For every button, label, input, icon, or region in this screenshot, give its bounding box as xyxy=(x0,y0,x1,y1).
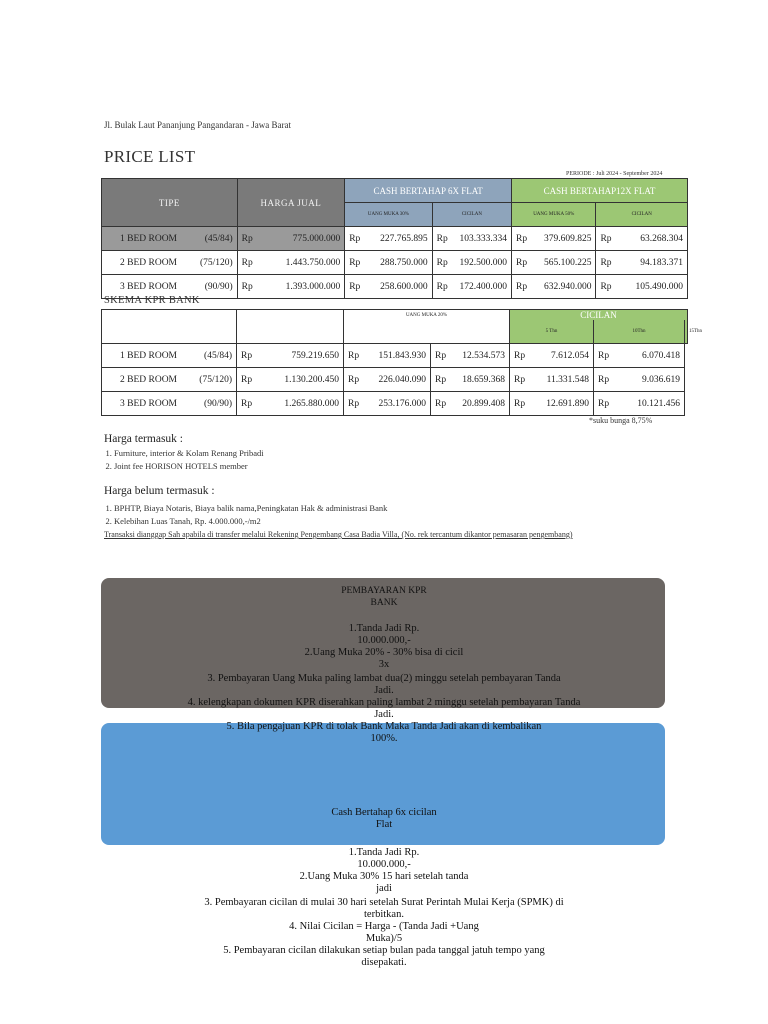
size-cell: (75/120) xyxy=(199,257,233,268)
rp-label: Rp xyxy=(600,281,612,292)
rp-label: Rp xyxy=(241,233,253,244)
page-title: PRICE LIST xyxy=(104,147,196,166)
header-tipe: TIPE xyxy=(102,179,238,227)
cicilan10-cell: 12.691.890 xyxy=(546,398,589,409)
harga-belum-heading: Harga belum termasuk : xyxy=(104,485,215,497)
cicilan5-cell: 18.659.368 xyxy=(462,374,505,385)
rp-label: Rp xyxy=(435,374,447,385)
rp-label: Rp xyxy=(435,350,447,361)
tipe-cell: 1 BED ROOM xyxy=(120,350,178,361)
text-line: 4. Nilai Cicilan = Harga - (Tanda Jadi +Uang xyxy=(289,921,479,932)
text-line xyxy=(120,609,648,623)
header-10thn: 10Thn xyxy=(594,320,685,344)
kpr-payment-text xyxy=(120,585,648,745)
table-row xyxy=(102,392,688,416)
rp-label: Rp xyxy=(600,233,612,244)
text-line: Flat xyxy=(375,819,393,830)
tipe-cell: 2 BED ROOM xyxy=(120,374,178,385)
periode-label: PERIODE : Juli 2024 - September 2024 xyxy=(566,171,663,177)
header-empty xyxy=(237,310,344,344)
price-table xyxy=(101,178,688,299)
cicilan10-cell: 11.331.548 xyxy=(546,374,589,385)
um50-cell: 565.100.225 xyxy=(543,257,592,268)
rp-label: Rp xyxy=(435,398,447,409)
rp-label: Rp xyxy=(348,398,360,409)
rp-label: Rp xyxy=(598,398,610,409)
harga-cell: 1.443.750.000 xyxy=(285,257,341,268)
header-um20-sub xyxy=(344,320,510,344)
cicilan15-cell: 9.036.619 xyxy=(642,374,680,385)
skema-kpr-title: SKEMA KPR BANK xyxy=(104,295,200,306)
size-cell: (75/120) xyxy=(199,374,232,385)
rp-label: Rp xyxy=(516,233,528,244)
rp-label: Rp xyxy=(598,350,610,361)
text-line xyxy=(120,831,648,847)
rp-label: Rp xyxy=(436,233,448,244)
table-row xyxy=(102,227,688,251)
text-line: 10.000.000,- xyxy=(357,635,411,646)
rp-label: Rp xyxy=(600,257,612,268)
um30-cell: 288.750.000 xyxy=(380,257,428,268)
header-cicilan-12x: CICILAN xyxy=(596,203,688,227)
transaksi-note: Transaksi dianggap Sah apabila di transfer melalui Rekening Pengembang Casa Badia Villa, (No. rek tercantum dikantor pemasaran pengembang) xyxy=(104,530,573,539)
size-cell: (90/90) xyxy=(204,281,233,292)
cicilan12-cell: 105.490.000 xyxy=(635,281,683,292)
rp-label: Rp xyxy=(516,257,528,268)
header-empty xyxy=(102,310,237,344)
rp-label: Rp xyxy=(349,281,361,292)
header-15thn: 15Thn xyxy=(685,320,688,344)
text-line: Jadi. xyxy=(374,685,394,696)
um50-cell: 379.609.825 xyxy=(543,233,592,244)
harga-belum-list xyxy=(104,502,387,528)
harga-termasuk-heading: Harga termasuk : xyxy=(104,433,183,445)
text-line: 1.Tanda Jadi Rp. xyxy=(348,623,420,634)
text-line: 3. Pembayaran Uang Muka paling lambat dua(2) minggu setelah pembayaran Tanda xyxy=(207,673,561,684)
rp-label: Rp xyxy=(516,281,528,292)
text-line: 4. kelengkapan dokumen KPR diserahkan paling lambat 2 minggu setelah pembayaran Tanda xyxy=(187,697,581,708)
header-cash-6x: CASH BERTAHAP 6X FLAT xyxy=(345,179,512,203)
text-line: 10.000.000,- xyxy=(357,859,411,870)
header-5thn: 5 Thn xyxy=(510,320,594,344)
um50-cell: 632.940.000 xyxy=(543,281,592,292)
text-line: 5. Pembayaran cicilan dilakukan setiap bulan pada tanggal jatuh tempo yang xyxy=(223,945,545,956)
text-line: 2.Uang Muka 20% - 30% bisa di cicil xyxy=(304,647,464,658)
text-line: Cash Bertahap 6x cicilan xyxy=(331,807,437,818)
text-line: Muka)/5 xyxy=(365,933,403,944)
text-line: jadi xyxy=(376,883,392,894)
list-item: 2. Joint fee HORISON HOTELS member xyxy=(114,460,264,473)
harga-cell: 759.219.650 xyxy=(291,350,339,361)
harga-cell: 1.393.000.000 xyxy=(285,281,341,292)
rp-label: Rp xyxy=(514,398,526,409)
text-line: Jadi. xyxy=(374,709,394,720)
tipe-cell: 1 BED ROOM xyxy=(120,233,178,244)
rp-label: Rp xyxy=(436,281,448,292)
cicilan12-cell: 63.268.304 xyxy=(640,233,683,244)
tipe-cell: 3 BED ROOM xyxy=(120,281,178,292)
rp-label: Rp xyxy=(241,350,253,361)
table-row xyxy=(102,368,688,392)
harga-cell: 775.000.000 xyxy=(292,233,341,244)
header-harga-jual: HARGA JUAL xyxy=(237,179,345,227)
cicilan15-cell: 10.121.456 xyxy=(637,398,680,409)
list-item: 1. BPHTP, Biaya Notaris, Biaya balik nama,Peningkatan Hak & administrasi Bank xyxy=(114,502,387,515)
um30-cell: 258.600.000 xyxy=(380,281,428,292)
rp-label: Rp xyxy=(514,350,526,361)
harga-cell: 1.130.200.450 xyxy=(284,374,339,385)
tipe-cell: 2 BED ROOM xyxy=(120,257,178,268)
text-line: PEMBAYARAN KPR xyxy=(341,586,427,596)
table-row xyxy=(102,344,688,368)
list-item: 2. Kelebihan Luas Tanah, Rp. 4.000.000,-/m2 xyxy=(114,515,387,528)
text-line: 2.Uang Muka 30% 15 hari setelah tanda xyxy=(299,871,469,882)
rp-label: Rp xyxy=(436,257,448,268)
text-line: disepakati. xyxy=(361,957,407,968)
rp-label: Rp xyxy=(348,374,360,385)
rp-label: Rp xyxy=(241,398,253,409)
harga-termasuk-list xyxy=(104,447,264,473)
cicilan6-cell: 103.333.334 xyxy=(459,233,508,244)
cash-payment-text xyxy=(120,807,648,969)
size-cell: (45/84) xyxy=(204,350,232,361)
cicilan5-cell: 20.899.408 xyxy=(462,398,505,409)
text-line: 100%. xyxy=(370,733,398,744)
um20-cell: 253.176.000 xyxy=(378,398,426,409)
table-row xyxy=(102,251,688,275)
text-line: 5. Bila pengajuan KPR di tolak Bank Maka Tanda Jadi akan di kembalikan xyxy=(226,721,542,732)
cicilan10-cell: 7.612.054 xyxy=(551,350,589,361)
text-line: 3. Pembayaran cicilan di mulai 30 hari setelah Surat Perintah Mulai Kerja (SPMK) di xyxy=(204,897,564,908)
header-um30: UANG MUKA 30% xyxy=(345,203,432,227)
text-line: terbitkan. xyxy=(364,909,404,920)
cicilan6-cell: 172.400.000 xyxy=(459,281,508,292)
cicilan6-cell: 192.500.000 xyxy=(459,257,508,268)
rp-label: Rp xyxy=(241,374,253,385)
rp-label: Rp xyxy=(598,374,610,385)
header-cicilan-6x: CICILAN xyxy=(432,203,511,227)
rp-label: Rp xyxy=(349,233,361,244)
text-line: 1.Tanda Jadi Rp. xyxy=(348,847,420,858)
um20-cell: 151.843.930 xyxy=(378,350,426,361)
um20-cell: 226.040.090 xyxy=(378,374,426,385)
kpr-table xyxy=(101,309,703,416)
rp-label: Rp xyxy=(349,257,361,268)
rp-label: Rp xyxy=(241,281,253,292)
cicilan15-cell: 6.070.418 xyxy=(642,350,680,361)
rp-label: Rp xyxy=(241,257,253,268)
tipe-cell: 3 BED ROOM xyxy=(120,398,178,409)
text-line: 3x xyxy=(378,659,390,670)
rp-label: Rp xyxy=(514,374,526,385)
size-cell: (45/84) xyxy=(204,233,233,244)
harga-cell: 1.265.880.000 xyxy=(284,398,339,409)
text-line: BANK xyxy=(370,598,398,608)
rp-label: Rp xyxy=(348,350,360,361)
cicilan5-cell: 12.534.573 xyxy=(462,350,505,361)
header-cicilan: CICILAN xyxy=(510,310,688,321)
header-um20: UANG MUKA 20% xyxy=(344,310,510,321)
cicilan12-cell: 94.183.371 xyxy=(640,257,683,268)
address: Jl. Bulak Laut Pananjung Pangandaran - Jawa Barat xyxy=(104,120,291,130)
header-cash-12x: CASH BERTAHAP12X FLAT xyxy=(512,179,688,203)
header-um50: UANG MUKA 50% xyxy=(512,203,596,227)
size-cell: (90/90) xyxy=(204,398,232,409)
list-item: 1. Furniture, interior & Kolam Renang Pribadi xyxy=(114,447,264,460)
suku-bunga-note: *suku bunga 8,75% xyxy=(589,416,653,425)
um30-cell: 227.765.895 xyxy=(380,233,428,244)
